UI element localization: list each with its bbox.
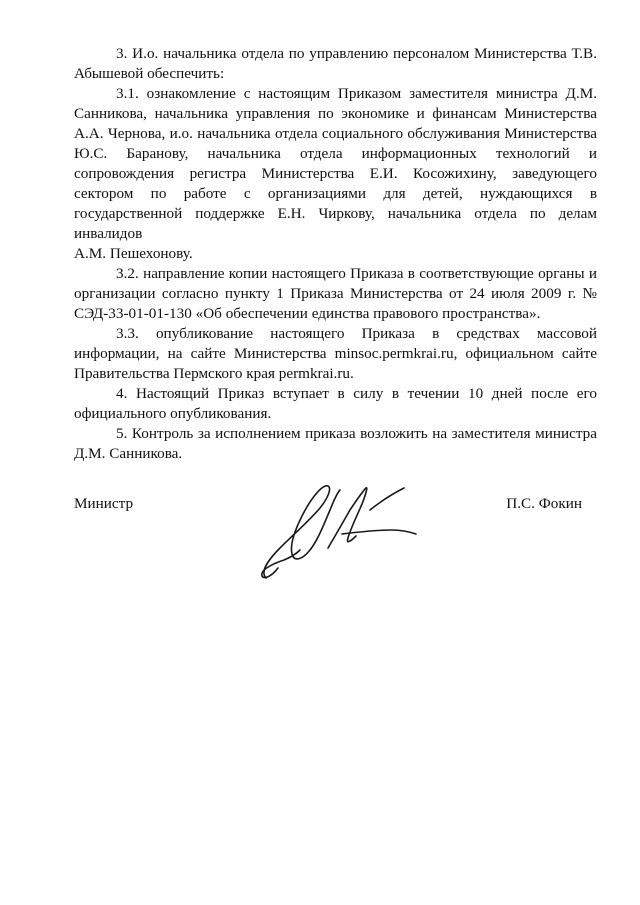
signatory-role: Министр [74, 495, 134, 512]
document-body [74, 44, 597, 464]
paragraph-4: 4. Настоящий Приказ вступает в силу в течении 10 дней после его официального опубликования. [74, 385, 597, 422]
paragraph-3: 3. И.о. начальника отдела по управлению персоналом Министерства Т.В. Абышевой обеспечить: [74, 45, 597, 82]
paragraph-3-1: 3.1. ознакомление с настоящим Приказом заместителя министра Д.М. Санникова, начальника управления по экономике и финансам Министерства А.А. Чернова, и.о. начальника отдела социального обслуживания Министерства Ю.С. Баранову, начальника отдела информационных технологий и сопровождения регистра Министерства Е.И. Косожихину, заведующего сектором по работе с организациями для детей, нуждающихся в государственной поддержке Е.Н. Чиркову, начальника отдела по делам инвалидов [74, 85, 597, 242]
paragraph-5: 5. Контроль за исполнением приказа возложить на заместителя министра Д.М. Санникова. [74, 425, 597, 462]
paragraph-3-1-continuation: А.М. Пешехонову. [74, 245, 193, 262]
paragraph-3-2: 3.2. направление копии настоящего Приказа в соответствующие органы и организации согласно пункту 1 Приказа Министерства от 24 июля 2009 г. № СЭД-33-01-01-130 «Об обеспечении единства правового пространства». [74, 265, 597, 322]
signatory-name: П.С. Фокин [506, 495, 582, 512]
handwritten-signature [258, 480, 418, 585]
paragraph-3-3: 3.3. опубликование настоящего Приказа в средствах массовой информации, на сайте Министерства minsoc.permkrai.ru, официальном сайте Правительства Пермского края permkrai.ru. [74, 325, 597, 382]
